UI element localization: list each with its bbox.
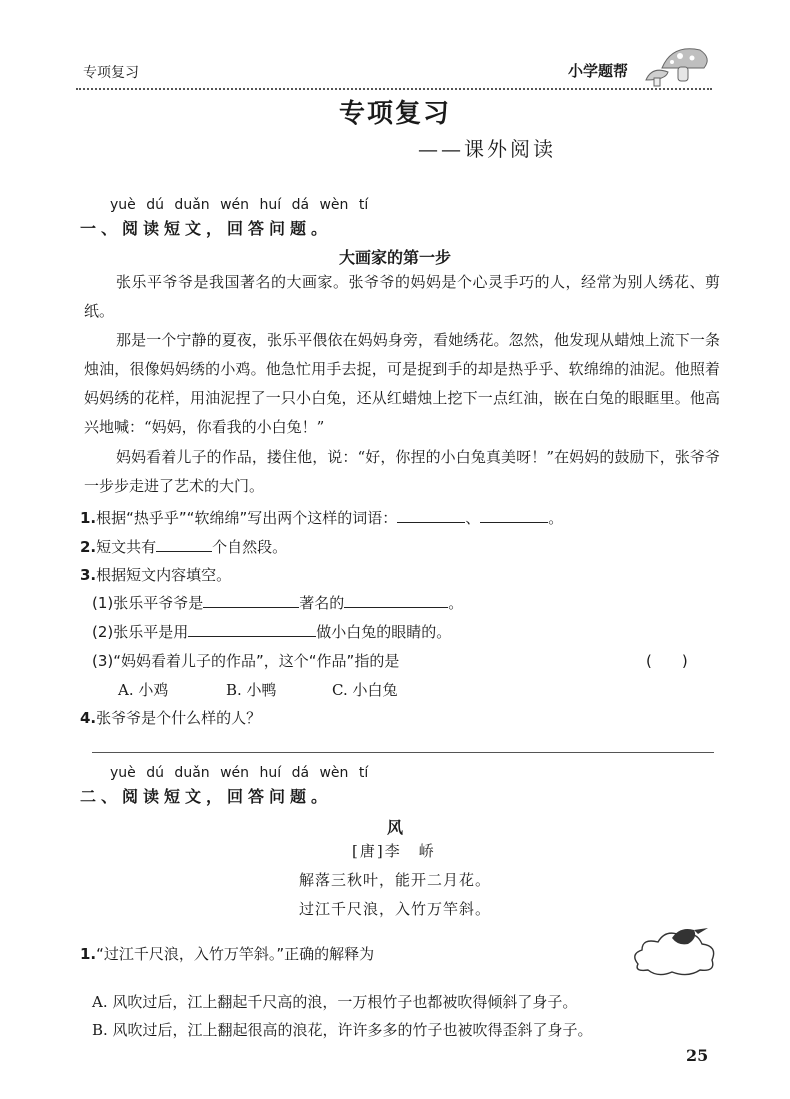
- poem-author: [唐]李 峤: [352, 842, 436, 860]
- question-1-sep: 、: [465, 509, 481, 527]
- answer-blank[interactable]: [203, 593, 299, 608]
- section2-question-1-text: “过江千尺浪，入竹万竿斜。”正确的解释为: [96, 945, 375, 963]
- sub1-text-b: 著名的: [299, 594, 345, 612]
- answer-blank[interactable]: [480, 508, 548, 523]
- answer-blank[interactable]: [156, 537, 212, 552]
- question-3-number: 3.: [80, 566, 97, 584]
- section2-question-1-number: 1.: [80, 945, 97, 963]
- question-2-number: 2.: [80, 538, 97, 556]
- question-1-end: 。: [548, 509, 564, 527]
- option-a: A. 小鸡: [118, 681, 169, 699]
- poem-title: 风: [386, 818, 403, 837]
- section2-pinyin: yuè dú duǎn wén huí dá wèn tí: [110, 765, 369, 781]
- section1-pinyin: yuè dú duǎn wén huí dá wèn tí: [110, 197, 369, 213]
- header-divider: [76, 88, 712, 90]
- option-b: B. 小鸭: [226, 681, 277, 699]
- question-3: [80, 564, 231, 585]
- question-1-text: 根据“热乎乎”“软绵绵”写出两个这样的词语：: [96, 509, 398, 527]
- sub1-text-c: 。: [448, 594, 464, 612]
- poem-line: 过江千尺浪，入竹万竿斜。: [298, 900, 491, 918]
- header-left-label: 专项复习: [83, 65, 139, 81]
- question-2: [80, 536, 287, 557]
- paragraph-2: 那是一个宁静的夏夜，张乐平偎依在妈妈身旁，看她绣花。忽然，他发现从蜡烛上流下一条烛油，很像妈妈绣的小鸡。他急忙用手去捉，可是捉到手的却是热乎乎、软绵绵的油泥。他照着妈妈绣的花样，用油泥捏了一只小白兔，还从红蜡烛上挖下一点红油，嵌在白兔的眼眶里。他高兴地喊：“妈妈，你看我的小白兔！”: [84, 331, 720, 436]
- question-4: [80, 707, 261, 728]
- paragraph-3: 妈妈看着儿子的作品，搂住他，说：“好，你捏的小白兔真美呀！”在妈妈的鼓励下，张爷爷一步步走进了艺术的大门。: [84, 448, 720, 495]
- section1-heading: 一、阅读短文，回答问题。: [80, 219, 333, 238]
- question-3-sub-2: [92, 621, 451, 642]
- section2-option-b: B. 风吹过后，江上翻起很高的浪花，许许多多的竹子也被吹得歪斜了身子。: [92, 1021, 593, 1039]
- answer-blank[interactable]: [344, 593, 448, 608]
- question-3-text: 根据短文内容填空。: [96, 566, 232, 584]
- sub1-text-a: (1)张乐平爷爷是: [92, 594, 204, 612]
- question-3-sub-3: (3)“妈妈看着儿子的作品”，这个“作品”指的是: [92, 652, 400, 670]
- passage-title: 大画家的第一步: [338, 248, 451, 267]
- question-4-text: 张爷爷是个什么样的人？: [96, 709, 262, 727]
- page-subtitle: ——课外阅读: [418, 137, 556, 161]
- answer-line[interactable]: [92, 752, 714, 753]
- cloud-bird-icon: [628, 920, 720, 980]
- option-c: C. 小白兔: [332, 681, 398, 699]
- question-3-sub-1: [92, 592, 463, 613]
- section2-option-a: A. 风吹过后，江上翻起千尺高的浪，一万根竹子也都被吹得倾斜了身子。: [92, 993, 578, 1011]
- question-4-number: 4.: [80, 709, 97, 727]
- question-1: [80, 507, 563, 528]
- section2-question-1: [80, 943, 374, 964]
- sub2-text-a: (2)张乐平是用: [92, 623, 189, 641]
- page-title: 专项复习: [338, 99, 451, 129]
- header-right-label: 小学题帮: [568, 62, 629, 80]
- page-number: 25: [686, 1046, 709, 1065]
- answer-blank[interactable]: [397, 508, 465, 523]
- paragraph-1: 张乐平爷爷是我国著名的大画家。张爷爷的妈妈是个心灵手巧的人，经常为别人绣花、剪纸。: [84, 273, 720, 320]
- question-2-text-a: 短文共有: [96, 538, 157, 556]
- question-1-number: 1.: [80, 509, 97, 527]
- question-2-text-b: 个自然段。: [212, 538, 288, 556]
- poem-line: 解落三秋叶，能开二月花。: [298, 871, 491, 889]
- mushroom-icon: [642, 40, 712, 90]
- answer-parentheses[interactable]: ( ): [646, 652, 688, 670]
- section2-heading: 二、阅读短文，回答问题。: [80, 787, 333, 806]
- sub2-text-b: 做小白兔的眼睛的。: [316, 623, 452, 641]
- answer-blank[interactable]: [188, 622, 316, 637]
